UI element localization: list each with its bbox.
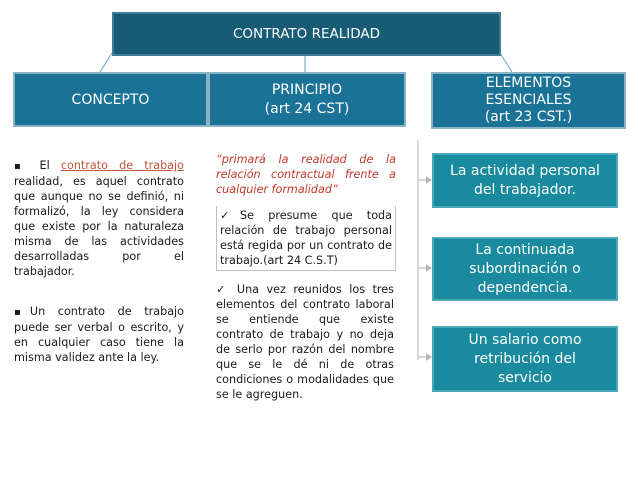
concepto-header-text: CONCEPTO <box>71 91 150 108</box>
principio-quote <box>216 152 396 197</box>
principio-header <box>208 72 406 127</box>
concepto-paragraph-1 <box>14 158 184 279</box>
principio-header-line2: (art 24 CST) <box>264 100 350 117</box>
title-text: CONTRATO REALIDAD <box>232 26 381 42</box>
elemento-3-line3: servicio <box>498 369 552 386</box>
principio-quote-text: “primará la realidad de la relación contractual frente a cualquier formalidad” <box>216 153 396 196</box>
concepto-header <box>13 72 208 127</box>
elementos-header <box>431 72 626 129</box>
elemento-box-3 <box>432 326 618 392</box>
check-icon: ✓ <box>220 209 241 222</box>
elementos-header-line3: (art 23 CST.) <box>484 109 573 125</box>
bullet-icon: ▪ <box>14 307 30 318</box>
elemento-1-line1: La actividad personal <box>450 162 600 179</box>
principio-check-1 <box>216 206 396 271</box>
contrato-de-trabajo-link[interactable]: contrato de trabajo <box>60 159 184 172</box>
elemento-2-line1: La continuada <box>475 241 575 258</box>
elementos-header-line1: ELEMENTOS <box>485 75 572 91</box>
title-box <box>112 12 501 56</box>
concepto-paragraph-2-text: Un contrato de trabajo puede ser verbal o escrito, y en cualquier caso tiene la misma validez ante la ley. <box>14 305 184 364</box>
principio-check-2 <box>216 282 394 402</box>
elemento-3-line2: retribución del <box>474 350 576 367</box>
principio-check-1-text: Se presume que toda relación de trabajo personal está regida por un contrato de trabajo.(art 24 C.S.T) <box>220 209 392 267</box>
elemento-3-line1: Un salario como <box>468 331 582 348</box>
elementos-header-line2: ESENCIALES <box>485 92 572 108</box>
principio-check-2-text: Una vez reunidos los tres elementos del contrato laboral se entiende que existe contrato de trabajo y no deja de serlo por razón del nombre que se le dé ni de otras condiciones o modalidades que se le agreguen. <box>216 283 394 401</box>
connector-title-concepto <box>100 53 112 72</box>
connector-title-elementos <box>500 53 512 72</box>
concepto-paragraph-2 <box>14 304 184 365</box>
check-icon: ✓ <box>216 283 230 296</box>
principio-header-line1: PRINCIPIO <box>271 81 343 98</box>
concepto-paragraph-1-rest: realidad, es aquel contrato que aunque no se definió, ni formalizó, la ley considera que existe por la naturaleza misma de las actividades desarrolladas por el trabajador. <box>14 175 184 278</box>
elemento-1-line2: del trabajador. <box>474 181 576 198</box>
elemento-2-line3: dependencia. <box>477 279 573 296</box>
bullet-icon: ▪ <box>14 161 29 172</box>
concepto-paragraph-1-lead: El <box>39 159 50 172</box>
elemento-box-1 <box>432 153 618 208</box>
elemento-2-line2: subordinación o <box>469 260 581 277</box>
elemento-box-2 <box>432 237 618 301</box>
